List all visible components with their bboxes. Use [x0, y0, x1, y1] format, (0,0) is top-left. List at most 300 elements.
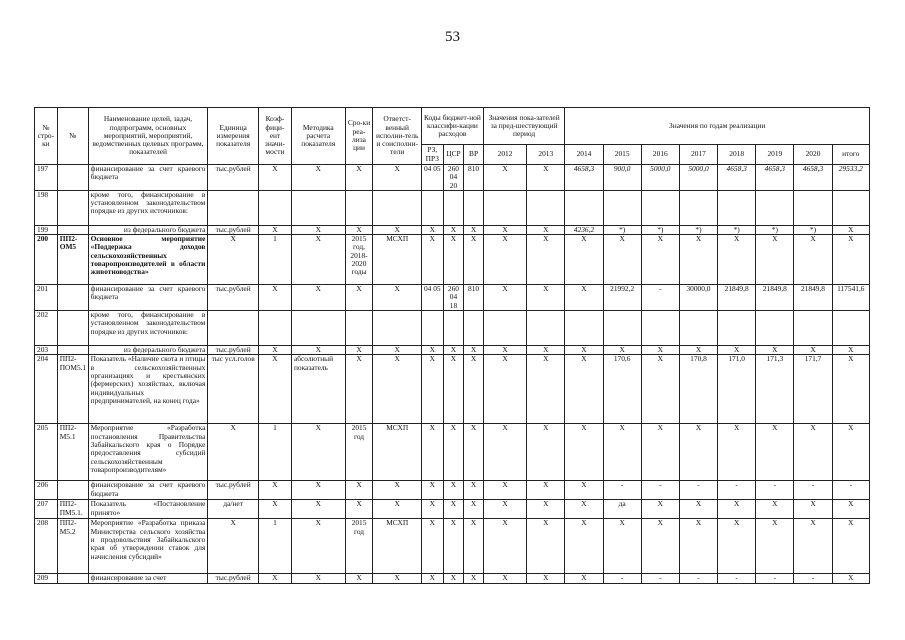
- cell-2016: -: [641, 285, 679, 311]
- cell-2015: Х: [603, 346, 641, 355]
- cell-vr: [464, 190, 484, 225]
- cell-coef: Х: [258, 165, 291, 191]
- cell-coef: Х: [258, 225, 291, 234]
- cell-2019: 4658,3: [756, 165, 794, 191]
- col-vr: ВР: [464, 145, 484, 165]
- cell-rz: [421, 190, 443, 225]
- table-row: [35, 165, 870, 191]
- cell-method: Х: [291, 574, 345, 584]
- table-row: [35, 285, 870, 311]
- cell-2016: Х: [641, 355, 679, 424]
- col-rz: РЗ, ПРЗ: [421, 145, 443, 165]
- cell-coef: 1: [258, 519, 291, 574]
- cell-2016: Х: [641, 519, 679, 574]
- cell-row-number: 197: [35, 165, 58, 191]
- cell-2012: Х: [483, 235, 526, 285]
- cell-terms: Х: [345, 225, 373, 234]
- cell-terms: 2015 год, 2018-2020 годы: [345, 235, 373, 285]
- cell-2018: [718, 190, 756, 225]
- cell-terms: Х: [345, 285, 373, 311]
- cell-rz: Х: [421, 574, 443, 584]
- cell-2020: -: [794, 481, 832, 500]
- cell-vr: Х: [464, 225, 484, 234]
- cell-total: Х: [832, 574, 869, 584]
- cell-2019: 171,3: [756, 355, 794, 424]
- cell-code: ПП2-М5.2: [57, 519, 88, 574]
- cell-2012: Х: [483, 355, 526, 424]
- cell-2017: [679, 190, 717, 225]
- cell-2016: [641, 190, 679, 225]
- cell-rz: Х: [421, 481, 443, 500]
- cell-coef: 1: [258, 235, 291, 285]
- cell-vr: [464, 311, 484, 346]
- cell-terms: Х: [345, 165, 373, 191]
- cell-2018: -: [718, 481, 756, 500]
- cell-csr: [443, 311, 464, 346]
- cell-unit: Х: [208, 424, 259, 481]
- cell-coef: Х: [258, 285, 291, 311]
- cell-2018: 171,0: [718, 355, 756, 424]
- cell-2013: Х: [527, 235, 565, 285]
- cell-method: Х: [291, 500, 345, 519]
- cell-total: -: [832, 481, 869, 500]
- cell-unit: [208, 190, 259, 225]
- cell-2012: Х: [483, 225, 526, 234]
- cell-method: [291, 190, 345, 225]
- cell-2012: Х: [483, 424, 526, 481]
- cell-total: 29533,2: [832, 165, 869, 191]
- cell-rz: Х: [421, 424, 443, 481]
- cell-2012: Х: [483, 574, 526, 584]
- col-csr: ЦСР: [443, 145, 464, 165]
- cell-csr: Х: [443, 519, 464, 574]
- cell-total: Х: [832, 519, 869, 574]
- cell-2017: Х: [679, 500, 717, 519]
- cell-2018: [718, 311, 756, 346]
- cell-rz: Х: [421, 355, 443, 424]
- cell-2014: Х: [565, 285, 603, 311]
- cell-code: [57, 190, 88, 225]
- cell-rz: Х: [421, 346, 443, 355]
- cell-total: Х: [832, 235, 869, 285]
- cell-terms: [345, 311, 373, 346]
- cell-2013: Х: [527, 225, 565, 234]
- cell-row-number: 198: [35, 190, 58, 225]
- cell-2014: Х: [565, 235, 603, 285]
- cell-method: Х: [291, 346, 345, 355]
- cell-name: финансирование за счет краевого бюджета: [88, 165, 208, 191]
- cell-responsible: Х: [373, 500, 422, 519]
- cell-terms: Х: [345, 355, 373, 424]
- col-number: №: [57, 108, 88, 165]
- cell-csr: [443, 190, 464, 225]
- cell-2014: 4236,2: [565, 225, 603, 234]
- cell-csr: Х: [443, 424, 464, 481]
- cell-method: Х: [291, 165, 345, 191]
- cell-2020: Х: [794, 346, 832, 355]
- cell-2012: [483, 190, 526, 225]
- cell-responsible: МСХП: [373, 424, 422, 481]
- cell-csr: Х: [443, 481, 464, 500]
- cell-2015: -: [603, 481, 641, 500]
- cell-2012: Х: [483, 481, 526, 500]
- cell-terms: Х: [345, 500, 373, 519]
- cell-terms: Х: [345, 481, 373, 500]
- cell-2019: -: [756, 574, 794, 584]
- cell-2019: -: [756, 481, 794, 500]
- table-row: [35, 574, 870, 584]
- cell-rz: Х: [421, 235, 443, 285]
- cell-unit: тыс.рублей: [208, 285, 259, 311]
- cell-2016: [641, 311, 679, 346]
- cell-row-number: 199: [35, 225, 58, 234]
- cell-unit: тыс.рублей: [208, 346, 259, 355]
- cell-rz: 04 05: [421, 165, 443, 191]
- cell-row-number: 205: [35, 424, 58, 481]
- page-number: 53: [445, 29, 460, 45]
- col-total: итого: [832, 145, 869, 165]
- cell-2013: Х: [527, 285, 565, 311]
- cell-2013: [527, 311, 565, 346]
- cell-method: Х: [291, 424, 345, 481]
- cell-2020: [794, 311, 832, 346]
- cell-name: финансирование за счет краевого бюджета: [88, 481, 208, 500]
- cell-code: ПП2-ОМ5: [57, 235, 88, 285]
- cell-2019: Х: [756, 519, 794, 574]
- cell-2019: Х: [756, 500, 794, 519]
- cell-name: Мероприятие «Разработка приказа Министерства сельского хозяйства и продовольствия Забайкальского края об утверждении ставок для начисления субсидий»: [88, 519, 208, 574]
- cell-total: [832, 311, 869, 346]
- cell-row-number: 206: [35, 481, 58, 500]
- cell-terms: Х: [345, 346, 373, 355]
- col-2018: 2018: [718, 145, 756, 165]
- col-2019: 2019: [756, 145, 794, 165]
- cell-vr: Х: [464, 500, 484, 519]
- cell-row-number: 208: [35, 519, 58, 574]
- table-row: [35, 424, 870, 481]
- cell-responsible: Х: [373, 574, 422, 584]
- col-previous-period: Значения пока-зателей за пред-шествующий период: [483, 108, 565, 145]
- cell-2018: Х: [718, 424, 756, 481]
- cell-code: ПП2-М5.1: [57, 424, 88, 481]
- cell-coef: Х: [258, 481, 291, 500]
- cell-unit: Х: [208, 519, 259, 574]
- cell-2012: Х: [483, 346, 526, 355]
- cell-2016: Х: [641, 346, 679, 355]
- col-budget-codes: Коды бюджет-ной классифи-кации расходов: [421, 108, 483, 145]
- cell-name: Показатель «Наличие скота и птицы в сельскохозяйственных организациях и крестьянских (фермерских) хозяйствах, включая индивидуальных предпринимателей, на конец года»: [88, 355, 208, 424]
- cell-2013: Х: [527, 519, 565, 574]
- cell-2015: 21992,2: [603, 285, 641, 311]
- cell-coef: [258, 190, 291, 225]
- cell-code: ПП2-ПМ5.1.: [57, 500, 88, 519]
- cell-responsible: МСХП: [373, 519, 422, 574]
- col-2016: 2016: [641, 145, 679, 165]
- cell-unit: да/нет: [208, 500, 259, 519]
- cell-total: Х: [832, 355, 869, 424]
- cell-total: [832, 190, 869, 225]
- cell-total: Х: [832, 500, 869, 519]
- table-row: [35, 500, 870, 519]
- cell-2015: [603, 190, 641, 225]
- cell-2012: Х: [483, 519, 526, 574]
- cell-2017: 30000,0: [679, 285, 717, 311]
- cell-2012: Х: [483, 285, 526, 311]
- cell-rz: Х: [421, 500, 443, 519]
- cell-2020: -: [794, 574, 832, 584]
- cell-2014: Х: [565, 481, 603, 500]
- cell-method: Х: [291, 225, 345, 234]
- cell-rz: 04 05: [421, 285, 443, 311]
- cell-responsible: Х: [373, 355, 422, 424]
- cell-vr: 810: [464, 165, 484, 191]
- cell-2017: Х: [679, 235, 717, 285]
- cell-2015: Х: [603, 235, 641, 285]
- cell-2019: [756, 190, 794, 225]
- cell-2013: Х: [527, 500, 565, 519]
- cell-code: [57, 346, 88, 355]
- cell-2017: 5000,0: [679, 165, 717, 191]
- table-header: [35, 108, 870, 165]
- cell-terms: [345, 190, 373, 225]
- cell-unit: тыс.рублей: [208, 574, 259, 584]
- cell-name: кроме того, финансирование в установленном законодательством порядке из других источников:: [88, 311, 208, 346]
- col-years-group: Значения по годам реализации: [565, 108, 870, 145]
- cell-2020: Х: [794, 235, 832, 285]
- cell-name: финансирование за счет: [88, 574, 208, 584]
- cell-2017: [679, 311, 717, 346]
- cell-unit: тыс.рублей: [208, 165, 259, 191]
- cell-2020: 21849,8: [794, 285, 832, 311]
- program-table: [34, 107, 870, 584]
- cell-responsible: Х: [373, 481, 422, 500]
- cell-code: [57, 574, 88, 584]
- cell-unit: тыс.рублей: [208, 481, 259, 500]
- cell-csr: 260 04 18: [443, 285, 464, 311]
- cell-total: 117541,6: [832, 285, 869, 311]
- cell-unit: тыс.рублей: [208, 225, 259, 234]
- cell-2017: *): [679, 225, 717, 234]
- col-terms: Сро-ки реа-лиза ции: [345, 108, 373, 165]
- cell-code: ПП2-ПОМ5.1: [57, 355, 88, 424]
- cell-responsible: Х: [373, 225, 422, 234]
- cell-2014: [565, 311, 603, 346]
- cell-csr: Х: [443, 346, 464, 355]
- cell-name: Показатель «Постановление принято»: [88, 500, 208, 519]
- cell-vr: Х: [464, 346, 484, 355]
- cell-2013: [527, 190, 565, 225]
- cell-2016: -: [641, 574, 679, 584]
- cell-terms: Х: [345, 574, 373, 584]
- cell-2012: Х: [483, 165, 526, 191]
- cell-2017: Х: [679, 346, 717, 355]
- cell-2019: 21849,8: [756, 285, 794, 311]
- cell-responsible: МСХП: [373, 235, 422, 285]
- cell-2013: Х: [527, 355, 565, 424]
- col-responsible: Ответст-венный исполни-тель и соисполни-тели: [373, 108, 422, 165]
- col-2014: 2014: [565, 145, 603, 165]
- cell-unit: [208, 311, 259, 346]
- col-2020: 2020: [794, 145, 832, 165]
- col-2017: 2017: [679, 145, 717, 165]
- cell-method: Х: [291, 285, 345, 311]
- cell-total: Х: [832, 424, 869, 481]
- cell-csr: Х: [443, 574, 464, 584]
- table-row: [35, 355, 870, 424]
- cell-csr: Х: [443, 225, 464, 234]
- cell-code: [57, 165, 88, 191]
- cell-2013: Х: [527, 574, 565, 584]
- cell-2020: 171,7: [794, 355, 832, 424]
- cell-responsible: [373, 311, 422, 346]
- cell-vr: Х: [464, 235, 484, 285]
- cell-responsible: Х: [373, 346, 422, 355]
- cell-2018: 21849,8: [718, 285, 756, 311]
- cell-2014: 4658,3: [565, 165, 603, 191]
- cell-unit: тыс усл.голов: [208, 355, 259, 424]
- cell-2020: 4658,3: [794, 165, 832, 191]
- table-row: [35, 225, 870, 234]
- table-row: [35, 481, 870, 500]
- cell-2015: 170,6: [603, 355, 641, 424]
- cell-2014: Х: [565, 355, 603, 424]
- cell-2018: Х: [718, 235, 756, 285]
- cell-method: Х: [291, 519, 345, 574]
- cell-method: Х: [291, 235, 345, 285]
- cell-2016: Х: [641, 424, 679, 481]
- cell-rz: Х: [421, 519, 443, 574]
- cell-vr: Х: [464, 481, 484, 500]
- cell-2020: Х: [794, 519, 832, 574]
- table-row: [35, 346, 870, 355]
- cell-2016: -: [641, 481, 679, 500]
- cell-coef: Х: [258, 500, 291, 519]
- cell-code: [57, 225, 88, 234]
- cell-unit: Х: [208, 235, 259, 285]
- cell-2020: Х: [794, 500, 832, 519]
- cell-2017: -: [679, 481, 717, 500]
- cell-name: из федерального бюджета: [88, 225, 208, 234]
- cell-csr: Х: [443, 355, 464, 424]
- cell-coef: 1: [258, 424, 291, 481]
- cell-2017: Х: [679, 424, 717, 481]
- cell-code: [57, 481, 88, 500]
- cell-2014: Х: [565, 574, 603, 584]
- cell-rz: [421, 311, 443, 346]
- cell-2018: Х: [718, 500, 756, 519]
- cell-2018: Х: [718, 519, 756, 574]
- cell-vr: Х: [464, 574, 484, 584]
- cell-terms: 2015 год: [345, 519, 373, 574]
- table-row: [35, 190, 870, 225]
- cell-vr: Х: [464, 424, 484, 481]
- cell-2013: Х: [527, 346, 565, 355]
- cell-row-number: 201: [35, 285, 58, 311]
- cell-csr: Х: [443, 500, 464, 519]
- col-method: Методика расчета показателя: [291, 108, 345, 165]
- cell-2019: Х: [756, 346, 794, 355]
- cell-2015: -: [603, 574, 641, 584]
- cell-2014: [565, 190, 603, 225]
- cell-row-number: 203: [35, 346, 58, 355]
- cell-2016: Х: [641, 235, 679, 285]
- cell-2014: Х: [565, 519, 603, 574]
- cell-2020: *): [794, 225, 832, 234]
- cell-method: [291, 311, 345, 346]
- cell-code: [57, 285, 88, 311]
- cell-row-number: 204: [35, 355, 58, 424]
- cell-total: Х: [832, 346, 869, 355]
- cell-row-number: 207: [35, 500, 58, 519]
- cell-method: абсолютный показатель: [291, 355, 345, 424]
- cell-2019: [756, 311, 794, 346]
- cell-total: Х: [832, 225, 869, 234]
- cell-2018: *): [718, 225, 756, 234]
- cell-2017: Х: [679, 519, 717, 574]
- cell-2015: 900,0: [603, 165, 641, 191]
- cell-coef: Х: [258, 346, 291, 355]
- cell-coef: [258, 311, 291, 346]
- cell-2014: Х: [565, 346, 603, 355]
- col-2012: 2012: [483, 145, 526, 165]
- cell-name: Мероприятие «Разработка постановления Правительства Забайкальского края о Порядке предоставления субсидий сельскохозяйственным товаропроизводителям»: [88, 424, 208, 481]
- col-name: Наименование целей, задач, подпрограмм, основных мероприятий, мероприятий, ведомственных целевых программ, показателей: [88, 108, 208, 165]
- cell-2012: Х: [483, 500, 526, 519]
- cell-2019: *): [756, 225, 794, 234]
- cell-2015: [603, 311, 641, 346]
- cell-coef: Х: [258, 574, 291, 584]
- cell-method: Х: [291, 481, 345, 500]
- cell-row-number: 202: [35, 311, 58, 346]
- cell-2013: Х: [527, 165, 565, 191]
- cell-name: кроме того, финансирование в установленном законодательством порядке из других источников:: [88, 190, 208, 225]
- cell-vr: 810: [464, 285, 484, 311]
- cell-responsible: Х: [373, 165, 422, 191]
- cell-vr: Х: [464, 355, 484, 424]
- cell-responsible: [373, 190, 422, 225]
- col-coef: Коэф-фици-ент значи-мости: [258, 108, 291, 165]
- col-2013: 2013: [527, 145, 565, 165]
- cell-code: [57, 311, 88, 346]
- cell-2016: Х: [641, 500, 679, 519]
- cell-responsible: Х: [373, 285, 422, 311]
- cell-2018: 4658,3: [718, 165, 756, 191]
- cell-name: Основное мероприятие «Поддержка доходов сельскохозяйственных товаропроизводителей в области животноводства»: [88, 235, 208, 285]
- cell-2012: [483, 311, 526, 346]
- cell-2013: Х: [527, 424, 565, 481]
- cell-rz: Х: [421, 225, 443, 234]
- cell-2017: -: [679, 574, 717, 584]
- cell-2019: Х: [756, 424, 794, 481]
- cell-2014: Х: [565, 500, 603, 519]
- col-unit: Единица измерения показателя: [208, 108, 259, 165]
- cell-2020: [794, 190, 832, 225]
- cell-2018: Х: [718, 346, 756, 355]
- col-row-number: № стро-ки: [35, 108, 58, 165]
- cell-vr: Х: [464, 519, 484, 574]
- cell-2015: Х: [603, 519, 641, 574]
- cell-coef: Х: [258, 355, 291, 424]
- cell-2015: Х: [603, 424, 641, 481]
- cell-2016: 5000,0: [641, 165, 679, 191]
- cell-row-number: 200: [35, 235, 58, 285]
- cell-2014: Х: [565, 424, 603, 481]
- cell-name: финансирование за счет краевого бюджета: [88, 285, 208, 311]
- cell-2013: Х: [527, 481, 565, 500]
- table-row: [35, 519, 870, 574]
- cell-name: из федерального бюджета: [88, 346, 208, 355]
- cell-terms: 2015 год: [345, 424, 373, 481]
